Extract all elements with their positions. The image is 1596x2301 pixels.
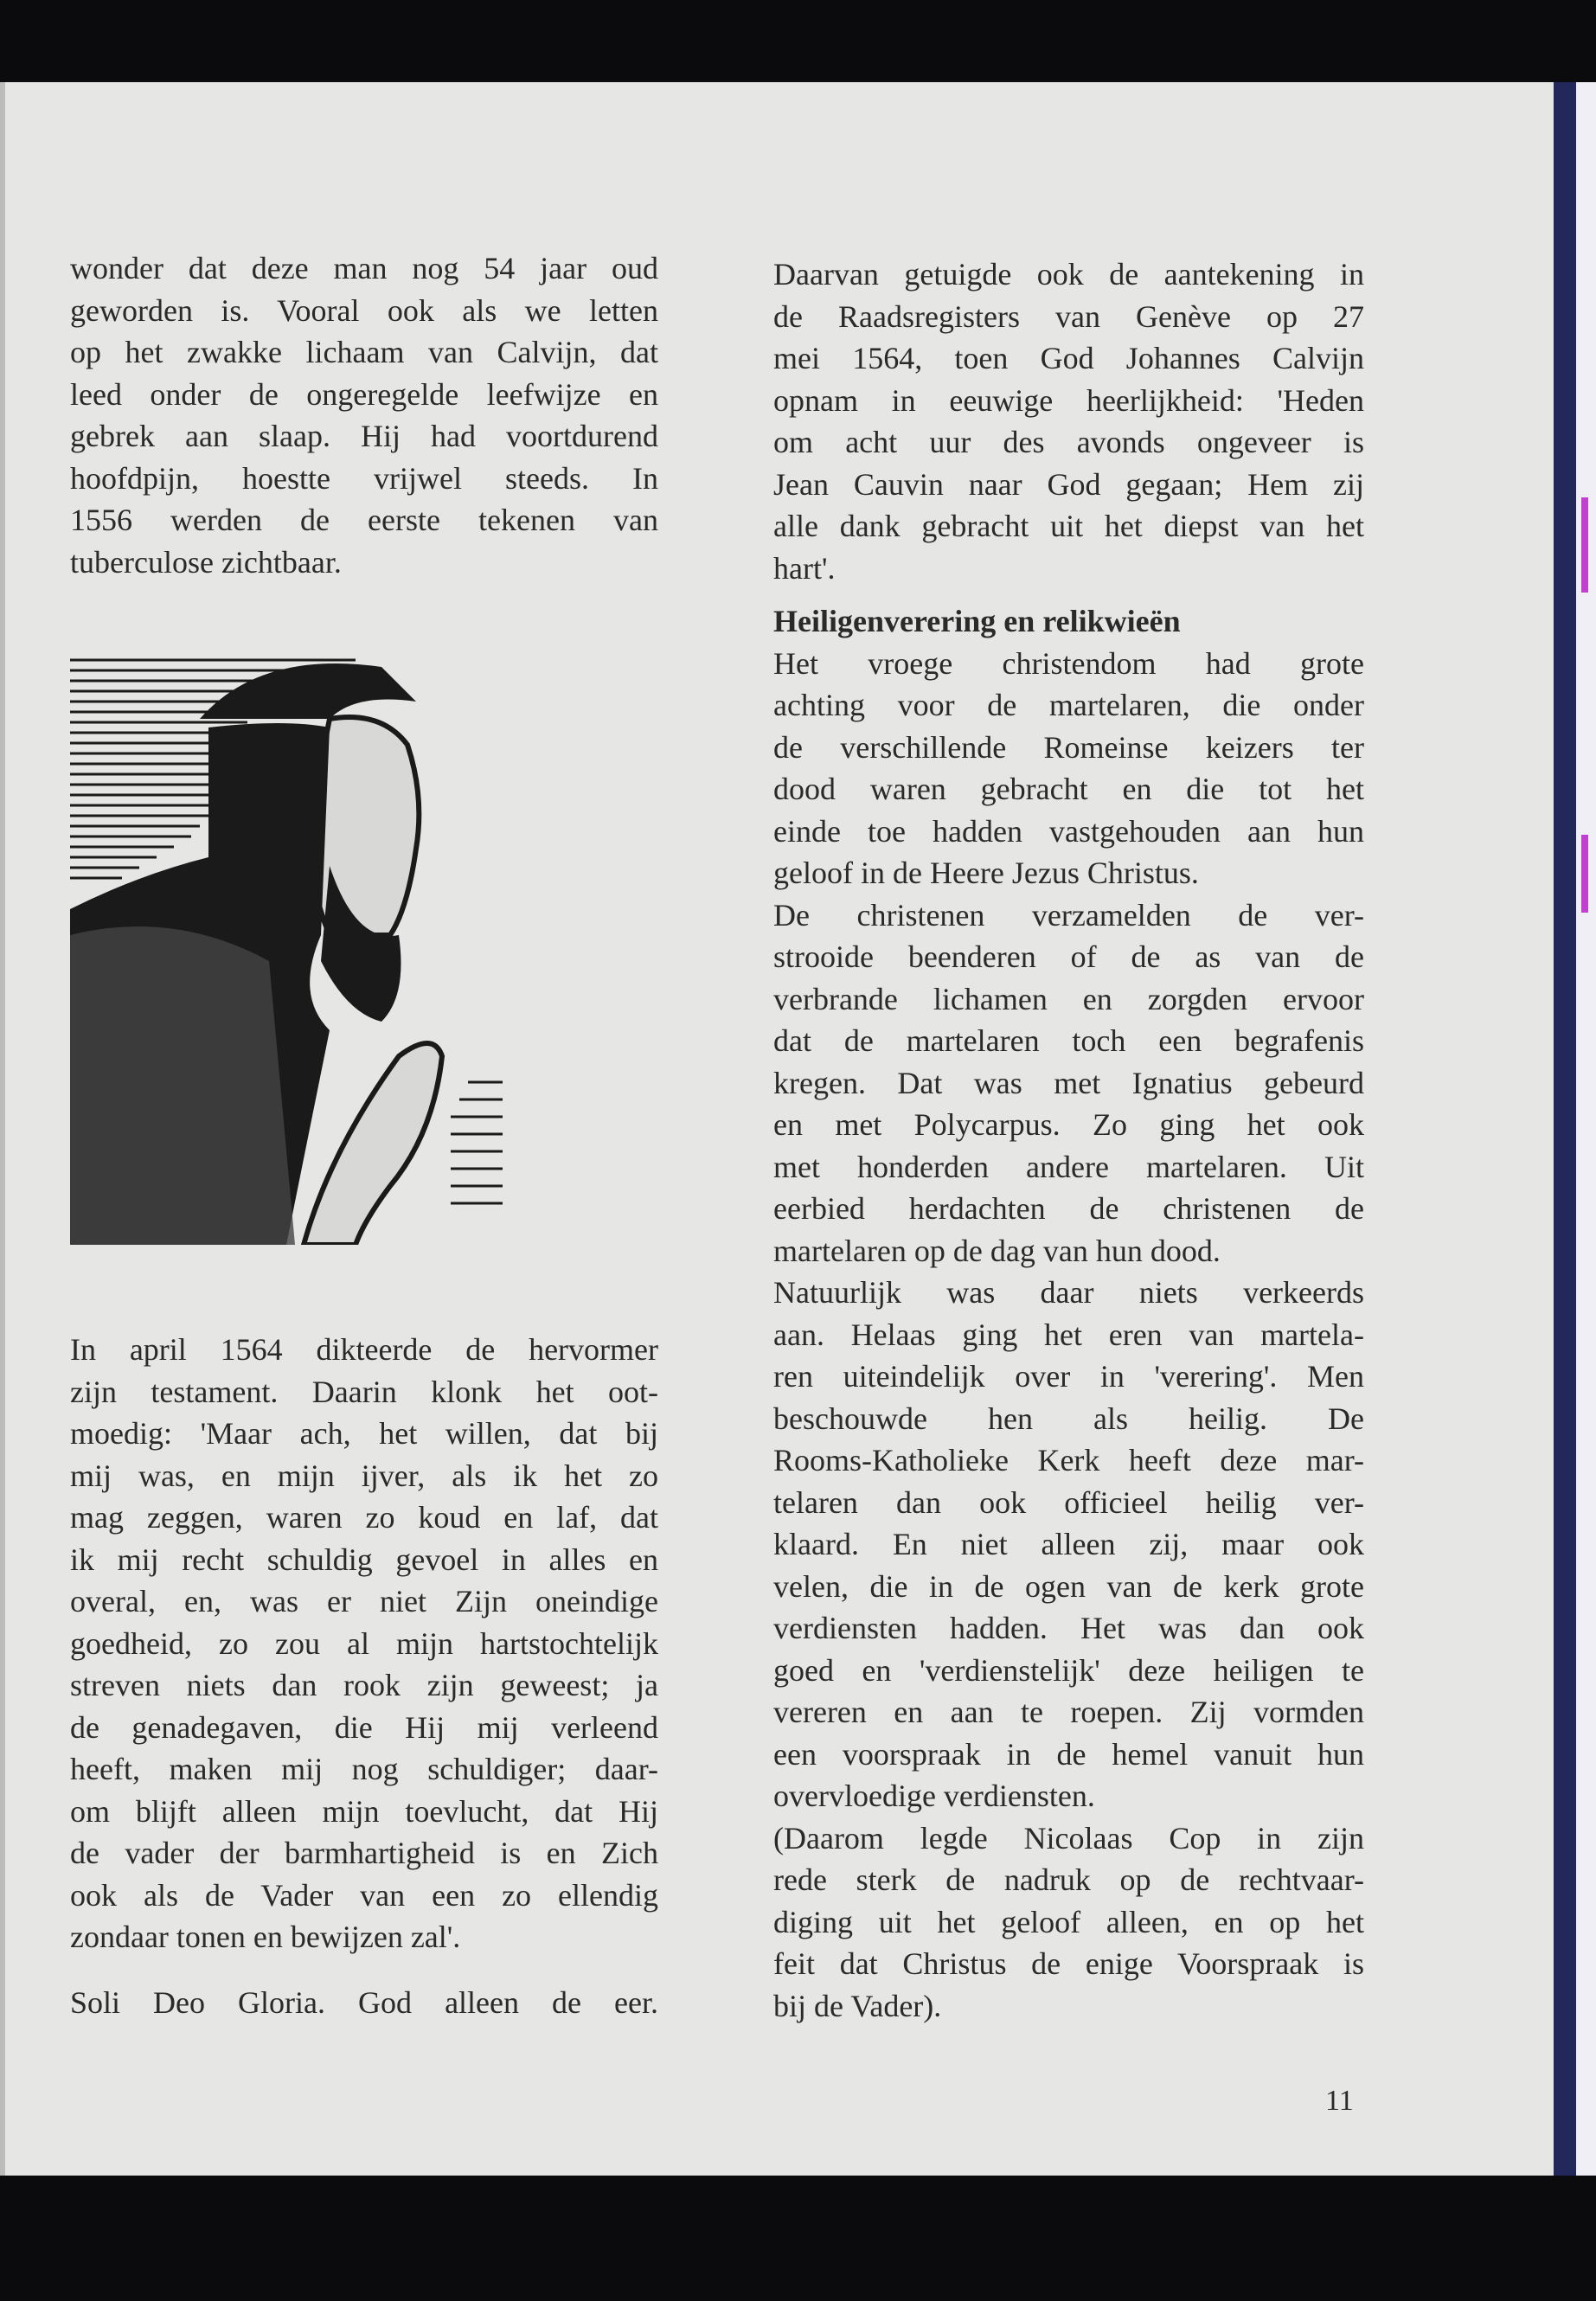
text-line: mag zeggen, waren zo koud en laf, dat bbox=[70, 1500, 658, 1535]
text-line: om acht uur des avonds ongeveer is bbox=[773, 425, 1364, 459]
text-line: In april 1564 dikteerde de hervormer bbox=[70, 1332, 658, 1367]
text-line: Het vroege christendom had grote bbox=[773, 645, 1364, 681]
text-line: aan. Helaas ging het eren van martela- bbox=[773, 1317, 1364, 1352]
text-line: rede sterk de nadruk op de rechtvaar- bbox=[773, 1862, 1364, 1897]
text-line: de Raadsregisters van Genève op 27 bbox=[773, 298, 1364, 334]
text-line: geworden is. Vooral ook als we letten bbox=[70, 292, 658, 328]
book-binding bbox=[1554, 82, 1576, 2176]
color-mark bbox=[1581, 497, 1588, 593]
text-line: geloof in de Heere Jezus Christus. bbox=[773, 856, 1199, 890]
text-line: om blijft alleen mijn toevlucht, dat Hij bbox=[70, 1793, 658, 1829]
text-line: bij de Vader). bbox=[773, 1988, 942, 2023]
text-line: kregen. Dat was met Ignatius gebeurd bbox=[773, 1065, 1364, 1100]
page-left-edge bbox=[0, 82, 5, 2176]
text-line: met honderden andere martelaren. Uit bbox=[773, 1149, 1364, 1184]
text-line: de genadegaven, die Hij mij verleend bbox=[70, 1709, 658, 1745]
right-paragraph-4 bbox=[773, 1272, 1364, 1817]
text-line: velen, die in de ogen van de kerk grote bbox=[773, 1568, 1364, 1604]
page-number: 11 bbox=[1325, 2085, 1354, 2117]
calvin-portrait-woodcut bbox=[70, 650, 503, 1245]
text-line: ren uiteindelijk over in 'verering'. Men bbox=[773, 1359, 1364, 1394]
right-paragraph-2 bbox=[773, 643, 1364, 894]
right-paragraph-5 bbox=[773, 1817, 1364, 2028]
text-line: hoofdpijn, hoestte vrijwel steeds. In bbox=[70, 460, 658, 496]
left-paragraph-2 bbox=[70, 1329, 658, 1958]
text-line: op het zwakke lichaam van Calvijn, dat bbox=[70, 335, 658, 369]
text-line: diging uit het geloof alleen, en op het bbox=[773, 1904, 1364, 1939]
text-line: achting voor de martelaren, die onder bbox=[773, 688, 1364, 722]
text-line: einde toe hadden vastgehouden aan hun bbox=[773, 813, 1364, 849]
text-line: vereren en aan te roepen. Zij vormden bbox=[773, 1695, 1364, 1729]
text-line: verbrande lichamen en zorgden ervoor bbox=[773, 981, 1364, 1016]
text-line: eerbied herdachten de christenen de bbox=[773, 1191, 1364, 1226]
color-mark bbox=[1581, 835, 1588, 913]
text-line: Natuurlijk was daar niets verkeerds bbox=[773, 1275, 1364, 1310]
text-line: hart'. bbox=[773, 550, 836, 586]
section-heading-block bbox=[773, 600, 1364, 643]
text-line: mei 1564, toen God Johannes Calvijn bbox=[773, 341, 1364, 375]
scan-bottom-border bbox=[0, 2176, 1596, 2301]
text-line: ik mij recht schuldig gevoel in alles en bbox=[70, 1541, 658, 1577]
text-line: telaren dan ook officieel heilig ver- bbox=[773, 1484, 1364, 1520]
text-line: tuberculose zichtbaar. bbox=[70, 544, 342, 580]
text-line: moedig: 'Maar ach, het willen, dat bij bbox=[70, 1416, 658, 1451]
text-line: beschouwde hen als heilig. De bbox=[773, 1400, 1364, 1436]
right-paragraph-1 bbox=[773, 253, 1364, 589]
text-line: een voorspraak in de hemel vanuit hun bbox=[773, 1736, 1364, 1772]
text-line: overal, en, was er niet Zijn oneindige bbox=[70, 1584, 658, 1618]
closing-text: Soli Deo Gloria. God alleen de eer. bbox=[70, 1985, 658, 2020]
text-line: Jean Cauvin naar God gegaan; Hem zij bbox=[773, 466, 1364, 502]
text-line: klaard. En niet alleen zij, maar ook bbox=[773, 1527, 1364, 1561]
text-line: zijn testament. Daarin klonk het oot- bbox=[70, 1374, 658, 1409]
text-line: De christenen verzamelden de ver- bbox=[773, 897, 1364, 933]
text-line: Rooms-Katholieke Kerk heeft deze mar- bbox=[773, 1443, 1364, 1477]
text-line: alle dank gebracht uit het diepst van het bbox=[773, 509, 1364, 543]
text-line: goedheid, zo zou al mijn hartstochtelijk bbox=[70, 1625, 658, 1661]
text-line: dat de martelaren toch een begrafenis bbox=[773, 1023, 1364, 1058]
text-line: en met Polycarpus. Zo ging het ook bbox=[773, 1107, 1364, 1142]
text-line: de vader der barmhartigheid is en Zich bbox=[70, 1836, 658, 1870]
left-paragraph-1 bbox=[70, 247, 658, 583]
text-line: strooide beenderen of de as van de bbox=[773, 939, 1364, 974]
closing-line bbox=[70, 1982, 658, 2024]
text-line: feit dat Christus de enige Voorspraak is bbox=[773, 1946, 1364, 1981]
right-column bbox=[773, 253, 1364, 2027]
text-line: ook als de Vader van een zo ellendig bbox=[70, 1877, 658, 1913]
text-line: verdiensten hadden. Het was dan ook bbox=[773, 1611, 1364, 1645]
right-paragraph-3 bbox=[773, 894, 1364, 1272]
text-line: gebrek aan slaap. Hij had voortdurend bbox=[70, 419, 658, 453]
text-line: wonder dat deze man nog 54 jaar oud bbox=[70, 251, 658, 285]
scan-right-strip bbox=[1576, 82, 1596, 2176]
text-line: goed en 'verdienstelijk' deze heiligen te bbox=[773, 1652, 1364, 1688]
section-heading: Heiligenverering en relikwieën bbox=[773, 604, 1181, 638]
text-line: streven niets dan rook zijn geweest; ja bbox=[70, 1668, 658, 1702]
text-line: dood waren gebracht en die tot het bbox=[773, 772, 1364, 806]
text-line: opnam in eeuwige heerlijkheid: 'Heden bbox=[773, 382, 1364, 418]
text-line: leed onder de ongeregelde leefwijze en bbox=[70, 376, 658, 412]
text-line: zondaar tonen en bewijzen zal'. bbox=[70, 1920, 461, 1954]
text-line: overvloedige verdiensten. bbox=[773, 1779, 1095, 1813]
text-line: (Daarom legde Nicolaas Cop in zijn bbox=[773, 1820, 1364, 1856]
text-line: heeft, maken mij nog schuldiger; daar- bbox=[70, 1752, 658, 1786]
text-line: de verschillende Romeinse keizers ter bbox=[773, 729, 1364, 765]
scan-top-border bbox=[0, 0, 1596, 82]
text-line: mij was, en mijn ijver, als ik het zo bbox=[70, 1458, 658, 1493]
text-line: martelaren op de dag van hun dood. bbox=[773, 1233, 1221, 1268]
text-line: Daarvan getuigde ook de aantekening in bbox=[773, 257, 1364, 292]
text-line: 1556 werden de eerste tekenen van bbox=[70, 503, 658, 537]
